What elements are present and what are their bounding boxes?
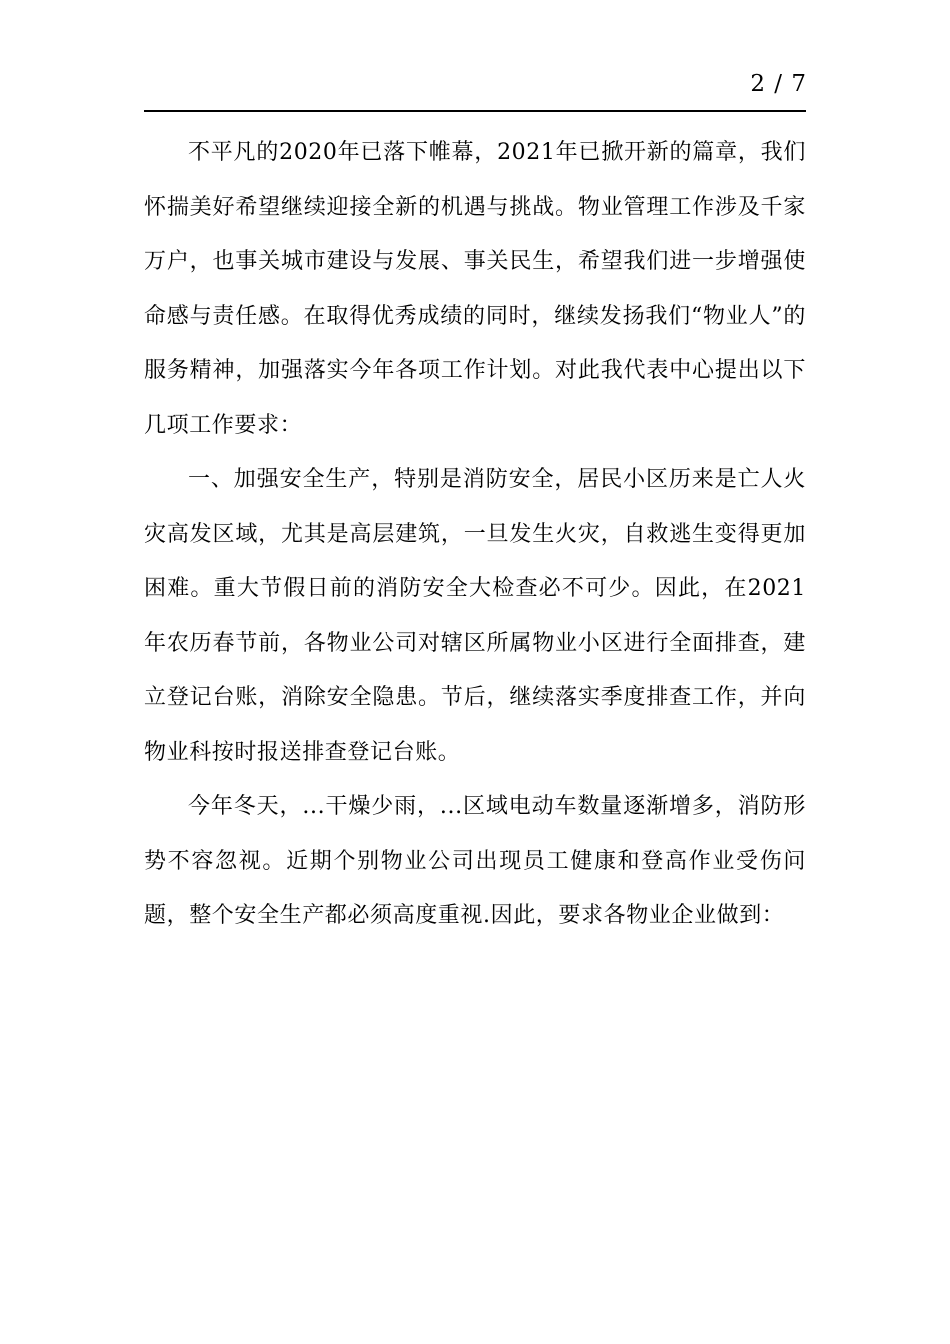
document-body [144,126,806,944]
paragraph-safety-requirement: 一、加强安全生产，特别是消防安全，居民小区历来是亡人火灾高发区域，尤其是高层建筑，一旦发生火灾，自救逃生变得更加困难。重大节假日前的消防安全大检查必不可少。因此，在2021年农历春节前，各物业公司对辖区所属物业小区进行全面排查，建立登记台账，消除安全隐患。节后，继续落实季度排查工作，并向物业科按时报送排查登记台账。 [144,467,806,765]
paragraph-intro: 不平凡的2020年已落下帷幕，2021年已掀开新的篇章，我们怀揣美好希望继续迎接全新的机遇与挑战。物业管理工作涉及千家万户，也事关城市建设与发展、事关民生，希望我们进一步增强使命感与责任感。在取得优秀成绩的同时，继续发扬我们“物业人”的服务精神，加强落实今年各项工作计划。对此我代表中心提出以下几项工作要求： [144,140,806,438]
header-divider [144,110,806,112]
page-number: 2 / 7 [750,71,807,97]
paragraph-winter-fire-risk: 今年冬天，...干燥少雨，...区域电动车数量逐渐增多，消防形势不容忽视。近期个别物业公司出现员工健康和登高作业受伤问题，整个安全生产都必须高度重视.因此，要求各物业企业做到： [144,794,806,928]
